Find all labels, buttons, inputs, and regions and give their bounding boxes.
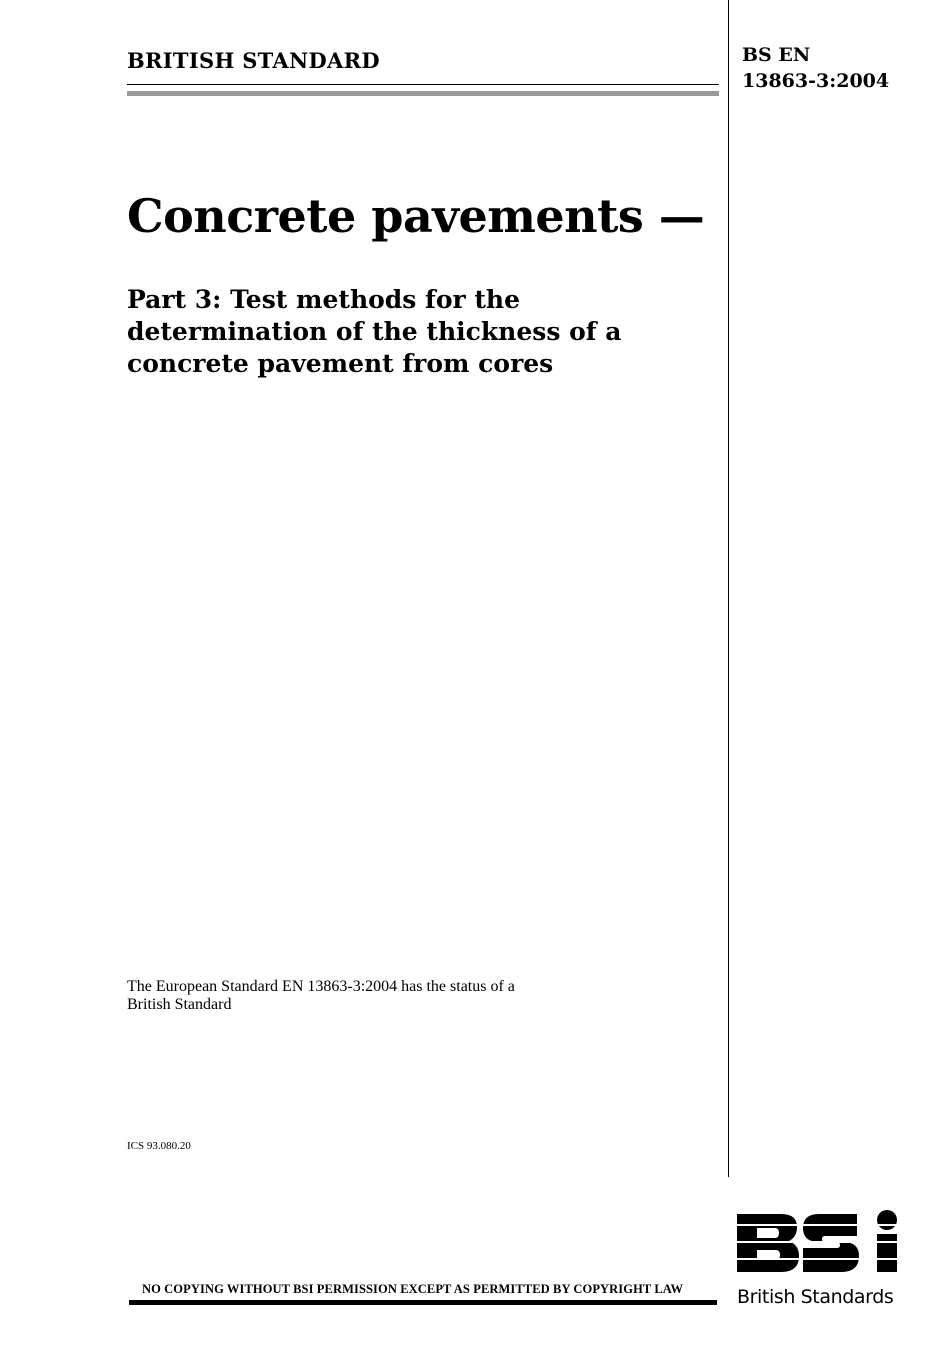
subtitle-line1: Part 3: Test methods for the — [127, 285, 520, 314]
bsi-logo-caption: British Standards — [737, 1286, 894, 1308]
header-rule-thin — [127, 84, 719, 85]
subtitle — [127, 284, 717, 380]
vertical-divider — [728, 0, 729, 1177]
main-title: Concrete pavements — — [127, 189, 705, 243]
document-type-label: BRITISH STANDARD — [127, 48, 380, 73]
status-line2: British Standard — [127, 996, 232, 1013]
standard-number-line1: BS EN — [742, 44, 811, 66]
standard-number-line2: 13863-3:2004 — [742, 70, 890, 92]
ics-code: ICS 93.080.20 — [127, 1140, 191, 1152]
footer-rule — [129, 1300, 717, 1305]
bsi-logo-mark — [737, 1210, 907, 1280]
status-statement — [127, 978, 647, 1014]
copyright-notice: NO COPYING WITHOUT BSI PERMISSION EXCEPT AS PERMITTED BY COPYRIGHT LAW — [142, 1282, 684, 1296]
subtitle-line3: concrete pavement from cores — [127, 349, 554, 378]
standard-number — [742, 42, 942, 94]
status-line1: The European Standard EN 13863-3:2004 has the status of a — [127, 978, 515, 995]
header-rule-thick — [127, 91, 719, 96]
subtitle-line2: determination of the thickness of a — [127, 317, 622, 346]
